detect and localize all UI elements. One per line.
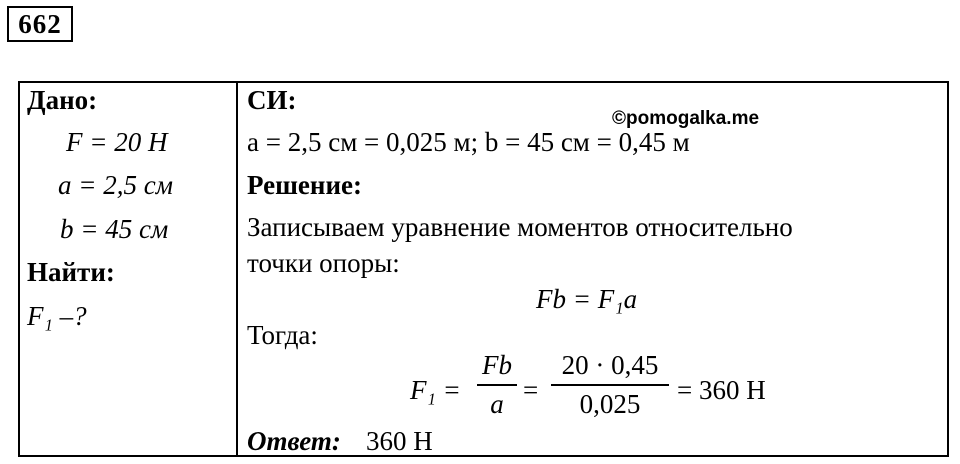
problem-number: 662: [7, 6, 73, 42]
find-value: F₁ –?: [27, 301, 87, 331]
si-line: a = 2,5 см = 0,025 м; b = 45 см = 0,45 м: [247, 127, 690, 157]
result-lhs: F₁ =: [410, 375, 461, 405]
fraction2-denominator: 0,025: [579, 389, 641, 419]
given-header: Дано:: [27, 85, 98, 115]
equals-sign: =: [523, 375, 539, 405]
then-label: Тогда:: [247, 320, 318, 350]
fraction-fb-over-a: [477, 350, 517, 420]
answer-value: 360 Н: [366, 426, 433, 456]
solution-text-line1: Записываем уравнение моментов относительно: [247, 212, 793, 242]
given-line-b: b = 45 см: [60, 214, 169, 244]
fraction2-numerator: 20 · 0,45: [561, 350, 659, 380]
solution-text-line2: точки опоры:: [247, 248, 400, 278]
given-line-f: F = 20 Н: [66, 127, 168, 157]
fraction-numeric: [551, 350, 669, 420]
si-header: СИ:: [247, 85, 297, 115]
fraction1-denominator: a: [490, 389, 504, 419]
column-divider: [236, 81, 238, 457]
solution-header: Решение:: [247, 170, 362, 200]
fraction1-numerator: Fb: [482, 350, 512, 380]
result-rhs: = 360 Н: [677, 375, 766, 405]
answer-label: Ответ:: [247, 426, 341, 456]
given-line-a: a = 2,5 см: [58, 170, 173, 200]
fraction1-bar: [477, 384, 517, 386]
watermark: ©pomogalka.me: [612, 108, 760, 129]
fraction2-bar: [551, 384, 669, 386]
moment-equation: Fb = F₁a: [536, 284, 638, 314]
find-header: Найти:: [27, 257, 115, 287]
